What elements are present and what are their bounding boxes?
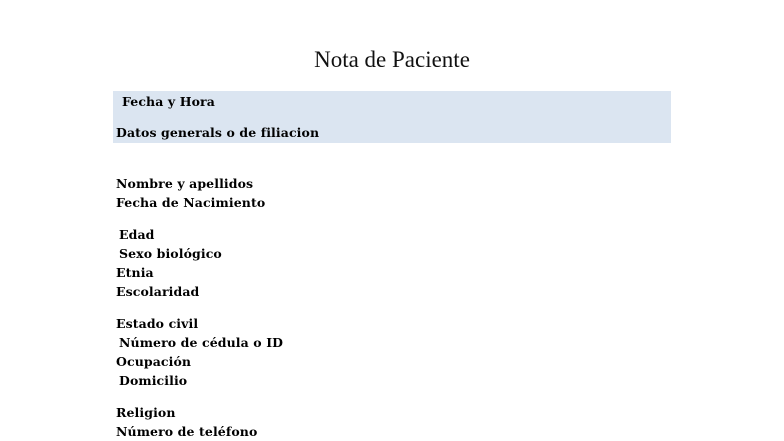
field-schooling: Escolaridad [116, 284, 200, 299]
field-name: Nombre y apellidos [116, 176, 254, 191]
document-title: Nota de Paciente [314, 47, 470, 72]
field-sex: Sexo biológico [119, 246, 222, 261]
field-age: Edad [119, 227, 155, 242]
field-phone: Número de teléfono [116, 424, 258, 439]
field-address: Domicilio [119, 373, 188, 388]
field-id-number: Número de cédula o ID [119, 335, 284, 350]
section-label: Datos generals o de filiacion [116, 125, 320, 140]
field-birthdate: Fecha de Nacimiento [116, 195, 266, 210]
field-occupation: Ocupación [116, 354, 192, 369]
field-ethnicity: Etnia [116, 265, 154, 280]
field-civil-status: Estado civil [116, 316, 199, 331]
datetime-label: Fecha y Hora [122, 94, 215, 109]
field-religion: Religion [116, 405, 176, 420]
